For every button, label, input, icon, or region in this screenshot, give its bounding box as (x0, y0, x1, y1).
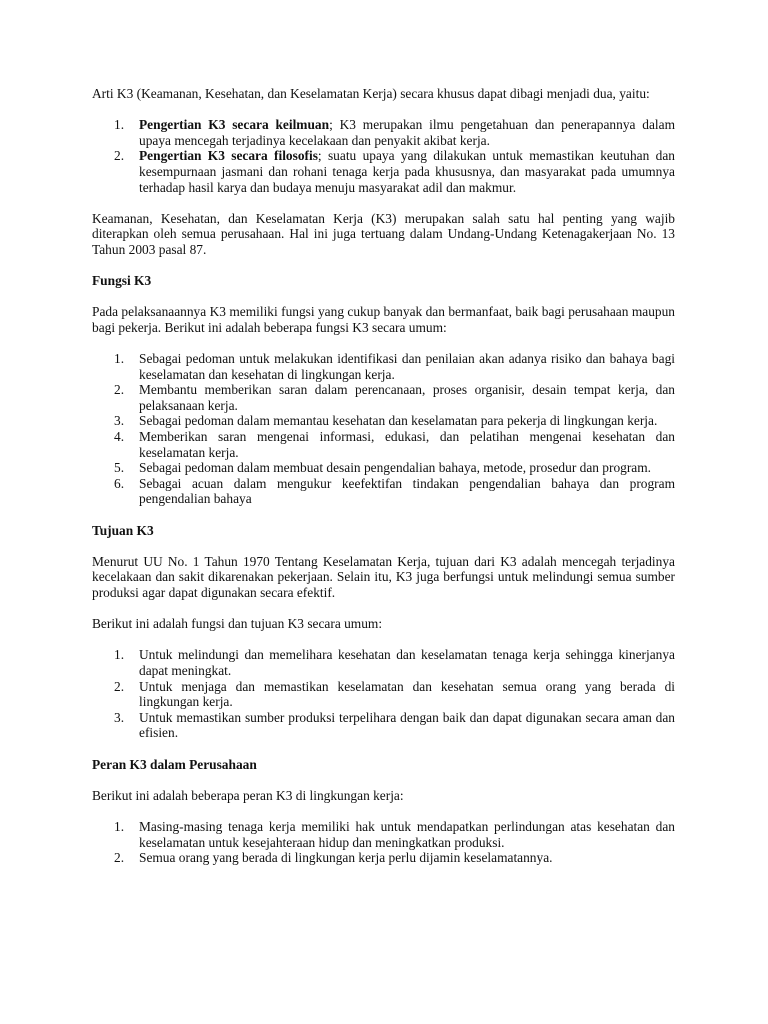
list-number: 1. (114, 647, 125, 663)
list-item-text: Untuk menjaga dan memastikan keselamatan dan kesehatan semua orang yang berada di lingkungan kerja. (139, 678, 675, 710)
list-item-text: Membantu memberikan saran dalam perencanaan, proses organisir, desain tempat kerja, dan pelaksanaan kerja. (139, 382, 675, 413)
definition-separator: ; (329, 117, 333, 133)
definition-separator: ; (317, 148, 322, 164)
list-item (92, 460, 675, 476)
tujuan-intro: Berikut ini adalah fungsi dan tujuan K3 secara umum: (92, 616, 383, 632)
definition-term: Pengertian K3 secara filosofis (139, 148, 318, 164)
definitions-list (92, 117, 675, 195)
definition-text: K3 merupakan ilmu pengetahuan dan penerapannya dalam upaya mencegah terjadinya kecelakaan dan penyakit akibat kerja. (139, 117, 676, 148)
peran-intro: Berikut ini adalah beberapa peran K3 di lingkungan kerja: (92, 787, 404, 803)
list-item-text: Memberikan saran mengenai informasi, edukasi, dan pelatihan mengenai kesehatan dan keselamatan kerja. (139, 429, 675, 460)
k3-importance-paragraph: Keamanan, Kesehatan, dan Keselamatan Kerja (K3) merupakan salah satu hal penting yang wajib diterapkan oleh semua perusahaan. Hal ini juga tertuang dalam Undang-Undang Ketenagakerjaan No. 13 Tahun 2003 pasal 87. (92, 210, 675, 257)
list-number: 1. (114, 351, 125, 367)
list-item-text: Masing-masing tenaga kerja memiliki hak untuk mendapatkan perlindungan atas kesehatan dan keselamatan untuk kesejahteraan hidup dan meningkatkan produksi. (139, 818, 675, 850)
document-body (92, 86, 675, 866)
list-item-text: Sebagai acuan dalam mengukur keefektifan tindakan pengendalian bahaya dan program pengendalian bahaya (139, 475, 675, 507)
list-item (92, 148, 675, 195)
list-number: 6. (114, 475, 125, 491)
list-item (92, 850, 675, 866)
list-number: 4. (114, 429, 125, 445)
list-number: 2. (114, 382, 125, 398)
list-item (92, 476, 675, 507)
list-item (92, 710, 675, 741)
tujuan-paragraph: Menurut UU No. 1 Tahun 1970 Tentang Keselamatan Kerja, tujuan dari K3 adalah mencegah terjadinya kecelakaan dan sakit dikarenakan pekerjaan. Selain itu, K3 juga berfungsi untuk melindungi semua sumber produksi agar dapat digunakan secara efektif. (92, 553, 675, 600)
list-item-text: Sebagai pedoman untuk melakukan identifikasi dan penilaian akan adanya risiko dan bahaya bagi keselamatan dan kesehatan di lingkungan kerja. (139, 351, 675, 382)
list-number: 2. (114, 678, 125, 694)
list-number: 1. (114, 117, 125, 133)
list-item (92, 647, 675, 678)
list-number: 5. (114, 460, 125, 476)
list-item-text: Sebagai pedoman dalam memantau kesehatan dan keselamatan para pekerja di lingkungan kerja. (139, 413, 658, 429)
peran-heading: Peran K3 dalam Perusahaan (92, 756, 257, 772)
list-number: 2. (114, 148, 125, 164)
list-item (92, 351, 675, 382)
peran-list (92, 819, 675, 866)
list-number: 3. (114, 413, 125, 429)
list-item (92, 679, 675, 710)
list-item-text: Untuk memastikan sumber produksi terpelihara dengan baik dan dapat digunakan secara aman dan efisien. (139, 709, 675, 741)
fungsi-heading: Fungsi K3 (92, 273, 152, 289)
definition-term: Pengertian K3 secara keilmuan (139, 117, 330, 133)
list-number: 2. (114, 850, 125, 866)
list-item (92, 429, 675, 460)
list-item (92, 413, 675, 429)
list-item-text: Untuk melindungi dan memelihara kesehatan dan keselamatan tenaga kerja sehingga kinerjanya dapat meningkat. (139, 647, 675, 678)
tujuan-list (92, 647, 675, 741)
tujuan-heading: Tujuan K3 (92, 522, 154, 538)
list-item (92, 382, 675, 413)
list-item-text: Sebagai pedoman dalam membuat desain pengendalian bahaya, metode, prosedur dan program. (139, 460, 652, 476)
list-item (92, 117, 675, 148)
fungsi-intro: Pada pelaksanaannya K3 memiliki fungsi yang cukup banyak dan bermanfaat, baik bagi perusahaan maupun bagi pekerja. Berikut ini adalah beberapa fungsi K3 secara umum: (92, 304, 675, 335)
list-item-text: Semua orang yang berada di lingkungan kerja perlu dijamin keselamatannya. (139, 850, 553, 866)
list-number: 1. (114, 818, 125, 834)
fungsi-list (92, 351, 675, 507)
intro-paragraph: Arti K3 (Keamanan, Kesehatan, dan Keselamatan Kerja) secara khusus dapat dibagi menjadi dua, yaitu: (92, 86, 650, 101)
list-item (92, 819, 675, 850)
list-number: 3. (114, 709, 125, 725)
definition-text: suatu upaya yang dilakukan untuk memastikan keutuhan dan kesempurnaan jasmani dan rohani tenaga kerja pada khususnya, dan masyarakat pada umumnya terhadap hasil karya dan budaya menuju masyarakat adil dan makmur. (139, 148, 675, 195)
